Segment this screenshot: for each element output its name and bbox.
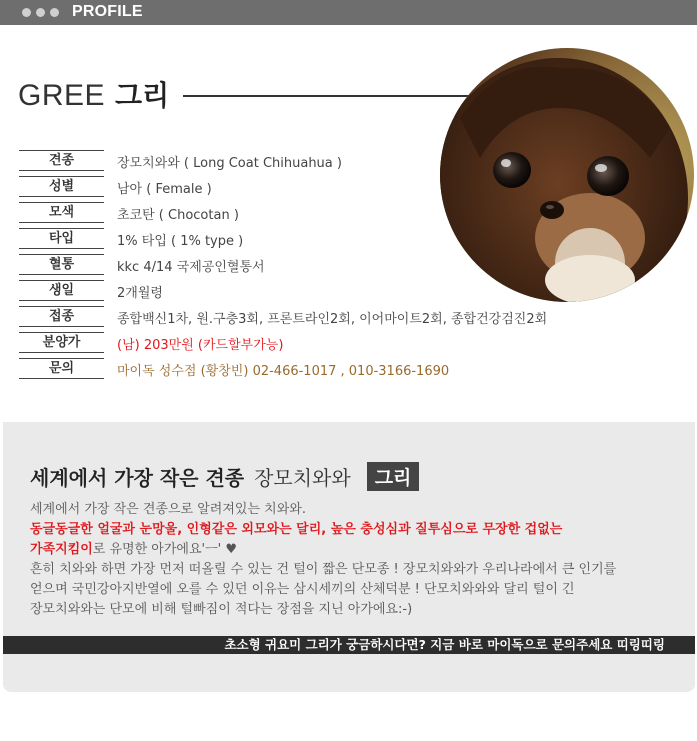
info-row-type xyxy=(19,226,539,252)
info-row-gender xyxy=(19,174,539,200)
info-row-contact xyxy=(19,356,539,382)
info-label: 접종 xyxy=(19,306,104,327)
description-line: 세계에서 가장 작은 견종으로 알려져있는 치와와. xyxy=(30,502,306,517)
description-line xyxy=(30,540,680,560)
profile-header-bar xyxy=(0,0,697,25)
info-row-vaccination xyxy=(19,304,548,330)
info-label: 타입 xyxy=(19,228,104,249)
header-dots xyxy=(22,8,59,17)
info-value: 장모치와와 ( Long Coat Chihuahua ) xyxy=(117,156,342,171)
info-value: 종합백신1차, 원.구충3회, 프론트라인2회, 이어마이트2회, 종합건강검진2회 xyxy=(117,312,548,327)
description-line-highlight: 동글동글한 얼굴과 눈망울, 인형같은 외모와는 달리, 높은 충성심과 질투심으로 무장한 겁없는 xyxy=(30,522,563,537)
headline-name-badge: 그리 xyxy=(367,462,420,491)
info-label: 견종 xyxy=(19,150,104,171)
pet-name xyxy=(18,74,169,114)
description-text-rest: 로 유명한 아가에요'ㅡ' ♥ xyxy=(92,542,238,557)
pet-name-korean: 그리 xyxy=(115,79,170,112)
info-row-breed xyxy=(19,148,539,174)
description-headline xyxy=(30,462,419,491)
info-row-birthday xyxy=(19,278,539,304)
info-row-pedigree xyxy=(19,252,539,278)
info-label: 문의 xyxy=(19,358,104,379)
info-value: 2개월령 xyxy=(117,286,163,301)
footer-banner-text: 초소형 귀요미 그리가 궁금하시다면? 지금 바로 마이독으로 문의주세요 띠링띠링 xyxy=(224,637,665,652)
info-value-contact: 마이독 성수점 (황창빈) 02-466-1017 , 010-3166-1690 xyxy=(117,364,450,379)
info-row-color xyxy=(19,200,539,226)
headline-bold: 세계에서 가장 작은 견종 xyxy=(30,466,245,490)
info-label: 성별 xyxy=(19,176,104,197)
info-label: 분양가 xyxy=(19,332,104,353)
info-value: 1% 타입 ( 1% type ) xyxy=(117,234,244,249)
description-text xyxy=(30,500,680,620)
header-dot-icon xyxy=(50,8,59,17)
info-label: 생일 xyxy=(19,280,104,301)
info-label: 혈통 xyxy=(19,254,104,275)
header-title: PROFILE xyxy=(72,3,143,20)
header-dot-icon xyxy=(36,8,45,17)
header-dot-icon xyxy=(22,8,31,17)
description-line: 장모치와와는 단모에 비해 털빠짐이 적다는 장점을 지닌 아가에요:-) xyxy=(30,602,413,617)
headline-breed: 장모치와와 xyxy=(254,466,351,490)
info-value-price: (남) 203만원 (카드할부가능) xyxy=(117,338,284,353)
pet-name-english: GREE xyxy=(18,79,106,112)
info-value: 남아 ( Female ) xyxy=(117,182,212,197)
description-panel xyxy=(3,422,695,692)
info-label: 모색 xyxy=(19,202,104,223)
pet-info-table xyxy=(19,148,548,382)
description-line: 얻으며 국민강아지반열에 오를 수 있던 이유는 삼시세끼의 산체덕분 ! 단모치와와와 달리 털이 긴 xyxy=(30,582,575,597)
description-line: 흔히 치와와 하면 가장 먼저 떠올릴 수 있는 건 털이 짧은 단모종 ! 장모치와와가 우리나라에서 큰 인기를 xyxy=(30,562,617,577)
info-value: kkc 4/14 국제공인혈통서 xyxy=(117,260,265,275)
description-highlight: 가족지킴이 xyxy=(30,542,93,557)
info-value: 초코탄 ( Chocotan ) xyxy=(117,208,239,223)
info-row-price xyxy=(19,330,539,356)
name-divider-line xyxy=(183,95,483,97)
footer-banner xyxy=(3,636,695,654)
